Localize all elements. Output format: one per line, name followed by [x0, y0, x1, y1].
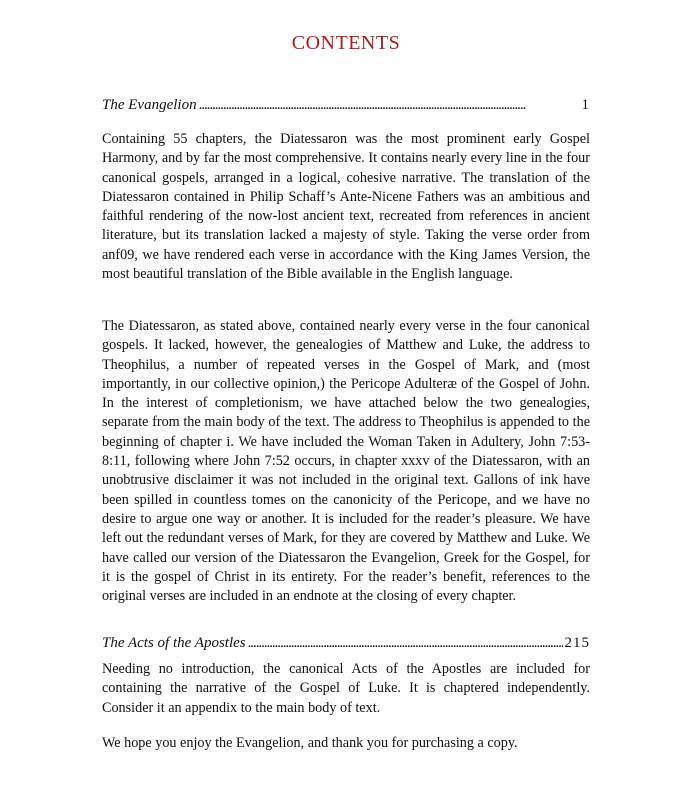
- evangelion-paragraph-2: The Diatessaron, as stated above, contained nearly every verse in the four canonical gospels. It lacked, however, the genealogies of Matthew and Luke, the address to Theophilus, a number of repeated verses in the Gospel of Mark, and (most importantly, in our collective opinion,) the Pericope Adulteræ of the Gospel of John. In the interest of completionism, we have attached below the two genealogies, separate from the main body of the text. The address to Theophilus is appended to the beginning of chapter i. We have included the Woman Taken in Adultery, John 7:53-8:11, following where John 7:52 occurs, in chapter xxxv of the Diatessaron, with an unobtrusive disclaimer it was not included in the original text. Gallons of ink have been spilled in countless tomes on the canonicity of the Pericope, and we have no desire to argue one way or another. It is included for the reader’s pleasure. We have left out the redundant verses of Mark, for they are covered by Matthew and Luke. We have called our version of the Diatessaron the Evangelion, Greek for the Gospel, for it is the gospel of Christ in its entirety. For the reader’s benefit, references to the original verses are included in an endnote at the closing of every chapter.: [102, 318, 590, 605]
- toc-leader-dots: [199, 96, 580, 115]
- toc-entry-page-number: 1: [581, 97, 590, 113]
- toc-entry-title: The Evangelion: [102, 97, 197, 113]
- toc-entry-title: The Acts of the Apostles: [102, 635, 246, 651]
- toc-leader-dots: [248, 634, 563, 653]
- acts-paragraph: Needing no introduction, the canonical Acts of the Apostles are included for containing the narrative of the Gospel of Luke. It is chaptered independently. Consider it an appendix to the main body of text.: [102, 661, 590, 716]
- toc-entry-page-number: 215: [564, 635, 590, 651]
- closing-paragraph: We hope you enjoy the Evangelion, and thank you for purchasing a copy.: [102, 735, 518, 751]
- toc-entry-acts[interactable]: [102, 634, 590, 653]
- page-title: CONTENTS: [291, 32, 401, 54]
- toc-entry-evangelion[interactable]: [102, 96, 590, 115]
- evangelion-paragraph-1: Containing 55 chapters, the Diatessaron was the most prominent early Gospel Harmony, and by far the most comprehensive. It contains nearly every line in the four canonical gospels, arranged in a logical, cohesive narrative. The translation of the Diatessaron contained in Philip Schaff’s Ante-Nicene Fathers was an ambitious and faithful rendering of the now-lost ancient text, recreated from references in ancient literature, but its translation lacked a majesty of style. Taking the verse order from anf09, we have rendered each verse in accordance with the King James Version, the most beautiful translation of the Bible available in the English language.: [102, 131, 590, 283]
